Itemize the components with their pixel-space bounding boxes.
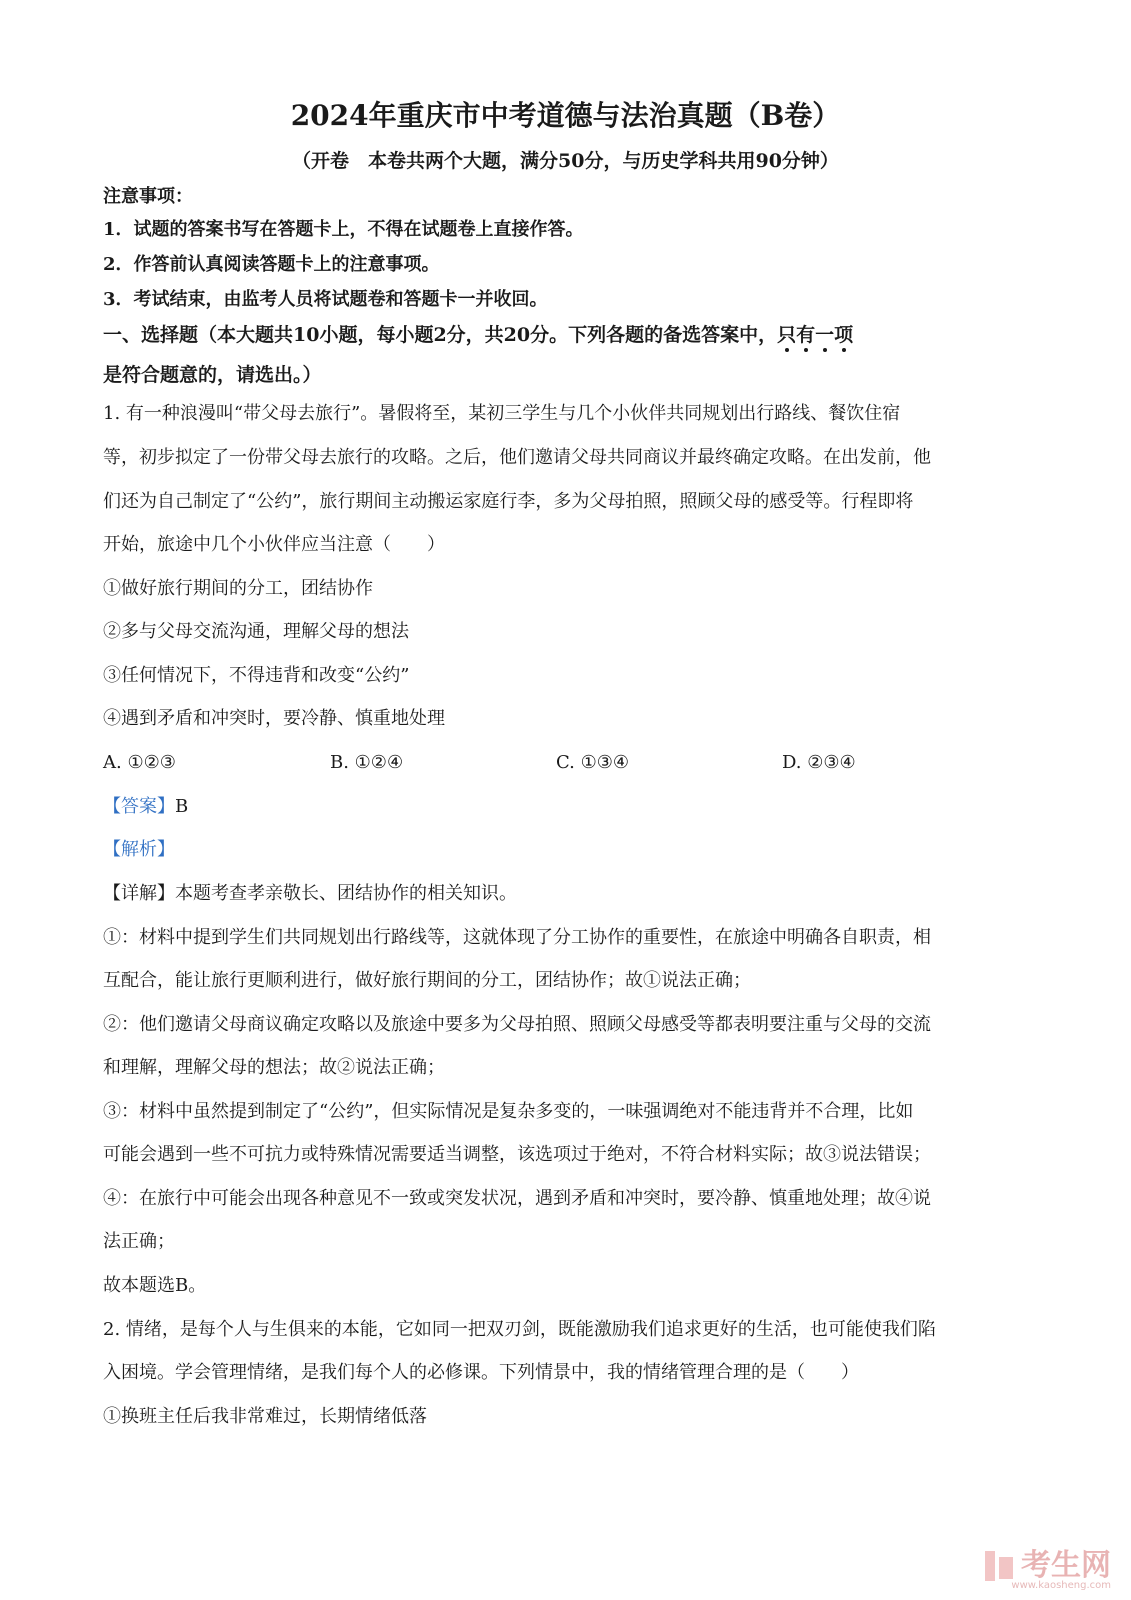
q1-detail [103,881,517,907]
detail-label: 【详解】 [103,883,175,904]
q2-stem-line: 入困境。学会管理情绪，是我们每个人的必修课。下列情景中，我的情绪管理合理的是（ ） [103,1362,859,1383]
q1-option-c: C. ①③④ [556,752,629,773]
watermark-brand [1011,1548,1111,1591]
notice-heading: 注意事项： [103,186,193,207]
q1-stem-line: 1. 有一种浪漫叫“带父母去旅行”。暑假将至，某初三学生与几个小伙伴共同规划出行路线、餐饮住宿 [103,403,901,424]
watermark-url: www.kaosheng.com [1011,1580,1111,1591]
emphasis-dots [777,324,853,346]
q1-option-b: B. ①②④ [330,752,404,773]
watermark [983,1547,1111,1591]
emphasis-char: 一 [815,324,835,346]
notice-item: 2．作答前认真阅读答题卡上的注意事项。 [103,254,440,275]
notice-item: 3．考试结束，由监考人员将试题卷和答题卡一并收回。 [103,289,548,310]
q1-explanation-line: ②：他们邀请父母商议确定攻略以及旅途中要多为父母拍照、照顾父母感受等都表明要注重与父母的交流 [103,1014,931,1035]
q1-explanation-line: 法正确； [103,1231,175,1252]
q1-statement: ③任何情况下，不得违背和改变“公约” [103,665,410,686]
q2-stem-line: 2. 情绪，是每个人与生俱来的本能，它如同一把双刃剑，既能激励我们追求更好的生活，也可能使我们陷 [103,1319,936,1340]
answer-value: B [175,796,189,817]
q2-statement: ①换班主任后我非常难过，长期情绪低落 [103,1406,427,1427]
section-heading-cont: 是符合题意的，请选出。） [103,364,322,386]
q1-stem-line: 开始，旅途中几个小伙伴应当注意（ ） [103,534,445,555]
q1-statement: ④遇到矛盾和冲突时，要冷静、慎重地处理 [103,708,445,729]
answer-label: 【答案】 [103,796,175,817]
q1-explanation-line: ①：材料中提到学生们共同规划出行路线等，这就体现了分工协作的重要性，在旅途中明确各自职责，相 [103,927,931,948]
section-heading-text: 一、选择题（本大题共10小题，每小题2分，共20分。下列各题的备选答案中， [103,324,778,346]
q1-explanation-line: ③：材料中虽然提到制定了“公约”，但实际情况是复杂多变的，一味强调绝对不能违背并不合理，比如 [103,1101,914,1122]
detail-intro: 本题考查孝亲敬长、团结协作的相关知识。 [175,883,517,904]
q1-explanation-line: 可能会遇到一些不可抗力或特殊情况需要适当调整，该选项过于绝对，不符合材料实际；故③说法错误； [103,1144,931,1165]
watermark-text: 考生网 [1021,1548,1111,1583]
emphasis-char: 项 [834,324,854,346]
q1-statement: ①做好旅行期间的分工，团结协作 [103,578,373,599]
q1-stem-line: 们还为自己制定了“公约”，旅行期间主动搬运家庭行李，多为父母拍照，照顾父母的感受等。行程即将 [103,491,914,512]
q1-stem-line: 等，初步拟定了一份带父母去旅行的攻略。之后，他们邀请父母共同商议并最终确定攻略。在出发前，他 [103,447,931,468]
q1-statement: ②多与父母交流沟通，理解父母的想法 [103,621,409,642]
emphasis-char: 只 [777,324,797,346]
page-subtitle: （开卷 本卷共两个大题，满分50分，与历史学科共用90分钟） [292,150,839,172]
q1-option-d: D. ②③④ [782,752,856,773]
emphasis-char: 有 [796,324,816,346]
notice-item: 1．试题的答案书写在答题卡上，不得在试题卷上直接作答。 [103,219,584,240]
q1-explanation-line: ④：在旅行中可能会出现各种意见不一致或突发状况，遇到矛盾和冲突时，要冷静、慎重地处理；故④说 [103,1188,931,1209]
section-heading [103,322,853,348]
page-title: 2024年重庆市中考道德与法治真题（B卷） [290,99,841,132]
q1-explanation-line: 和理解，理解父母的想法；故②说法正确； [103,1057,445,1078]
analysis-label: 【解析】 [103,839,175,860]
q1-answer [103,794,188,820]
q1-option-a: A. ①②③ [103,752,176,773]
q1-explanation-line: 互配合，能让旅行更顺利进行，做好旅行期间的分工，团结协作；故①说法正确； [103,970,751,991]
watermark-logo-icon [983,1547,1015,1585]
q1-conclusion: 故本题选B。 [103,1275,207,1296]
